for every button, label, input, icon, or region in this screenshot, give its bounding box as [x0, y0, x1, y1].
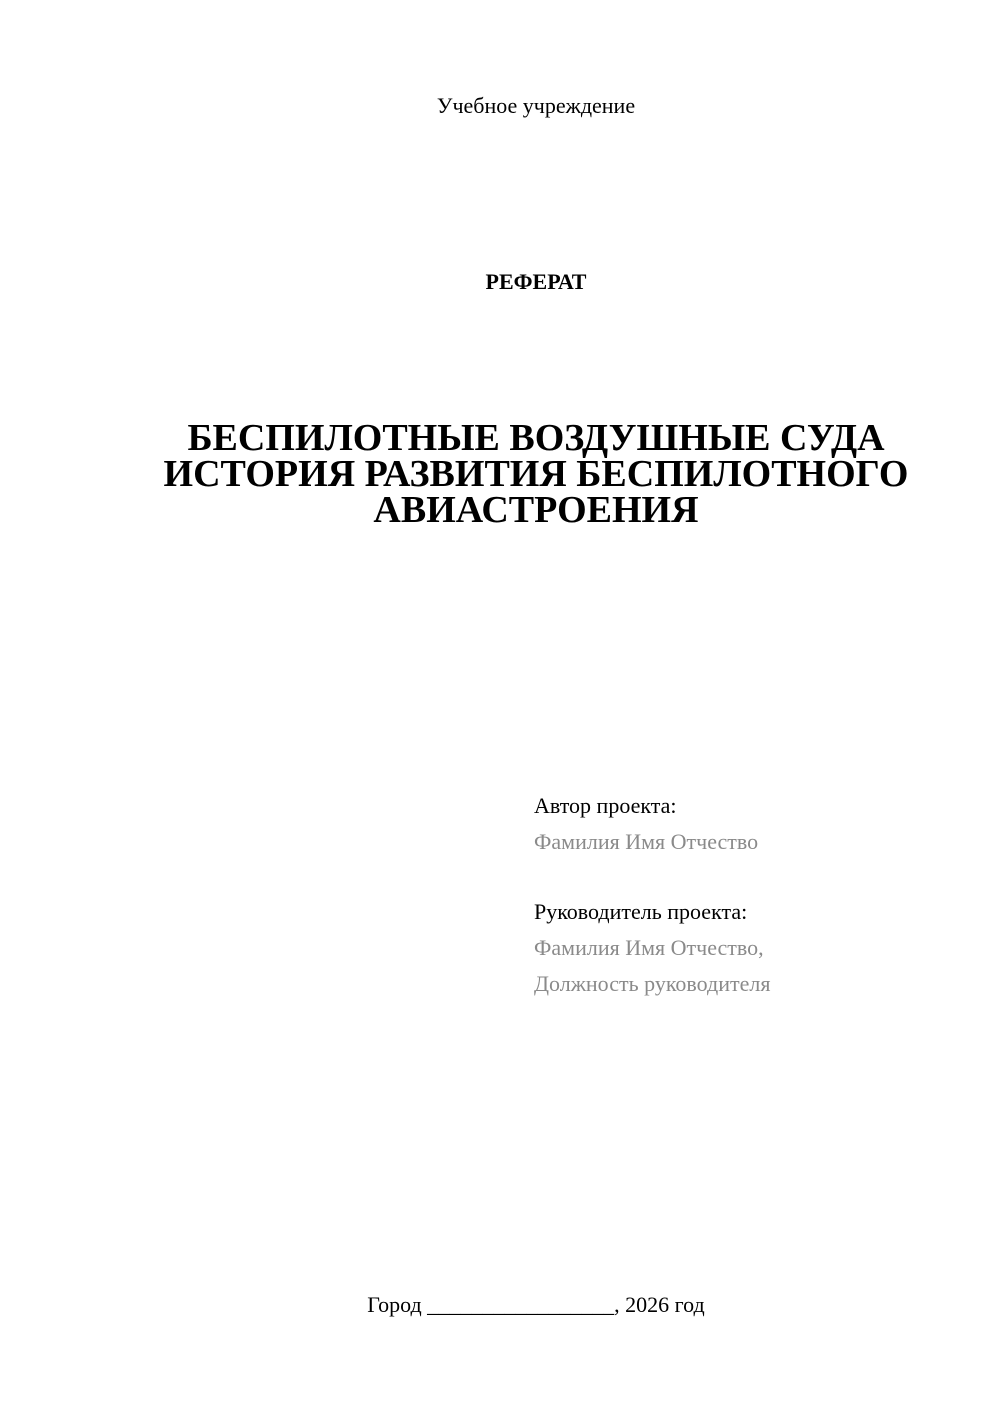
city-year-line: Город _________________, 2026 год [367, 1292, 705, 1317]
info-spacer [534, 860, 974, 894]
supervisor-position-placeholder: Должность руководителя [534, 971, 771, 996]
author-name-placeholder: Фамилия Имя Отчество [534, 829, 759, 854]
institution-name: Учебное учреждение [436, 93, 636, 118]
supervisor-name-placeholder: Фамилия Имя Отчество, [534, 935, 764, 960]
title-line-2: ИСТОРИЯ РАЗВИТИЯ БЕСПИЛОТНОГО [163, 453, 909, 495]
author-label: Автор проекта: [534, 793, 677, 818]
supervisor-label: Руководитель проекта: [534, 899, 748, 924]
project-info-block [534, 788, 974, 1002]
title-line-1: БЕСПИЛОТНЫЕ ВОЗДУШНЫЕ СУДА [187, 417, 885, 459]
title-line-3: АВИАСТРОЕНИЯ [373, 489, 699, 531]
document-type: РЕФЕРАТ [485, 269, 587, 294]
document-title [100, 417, 972, 531]
